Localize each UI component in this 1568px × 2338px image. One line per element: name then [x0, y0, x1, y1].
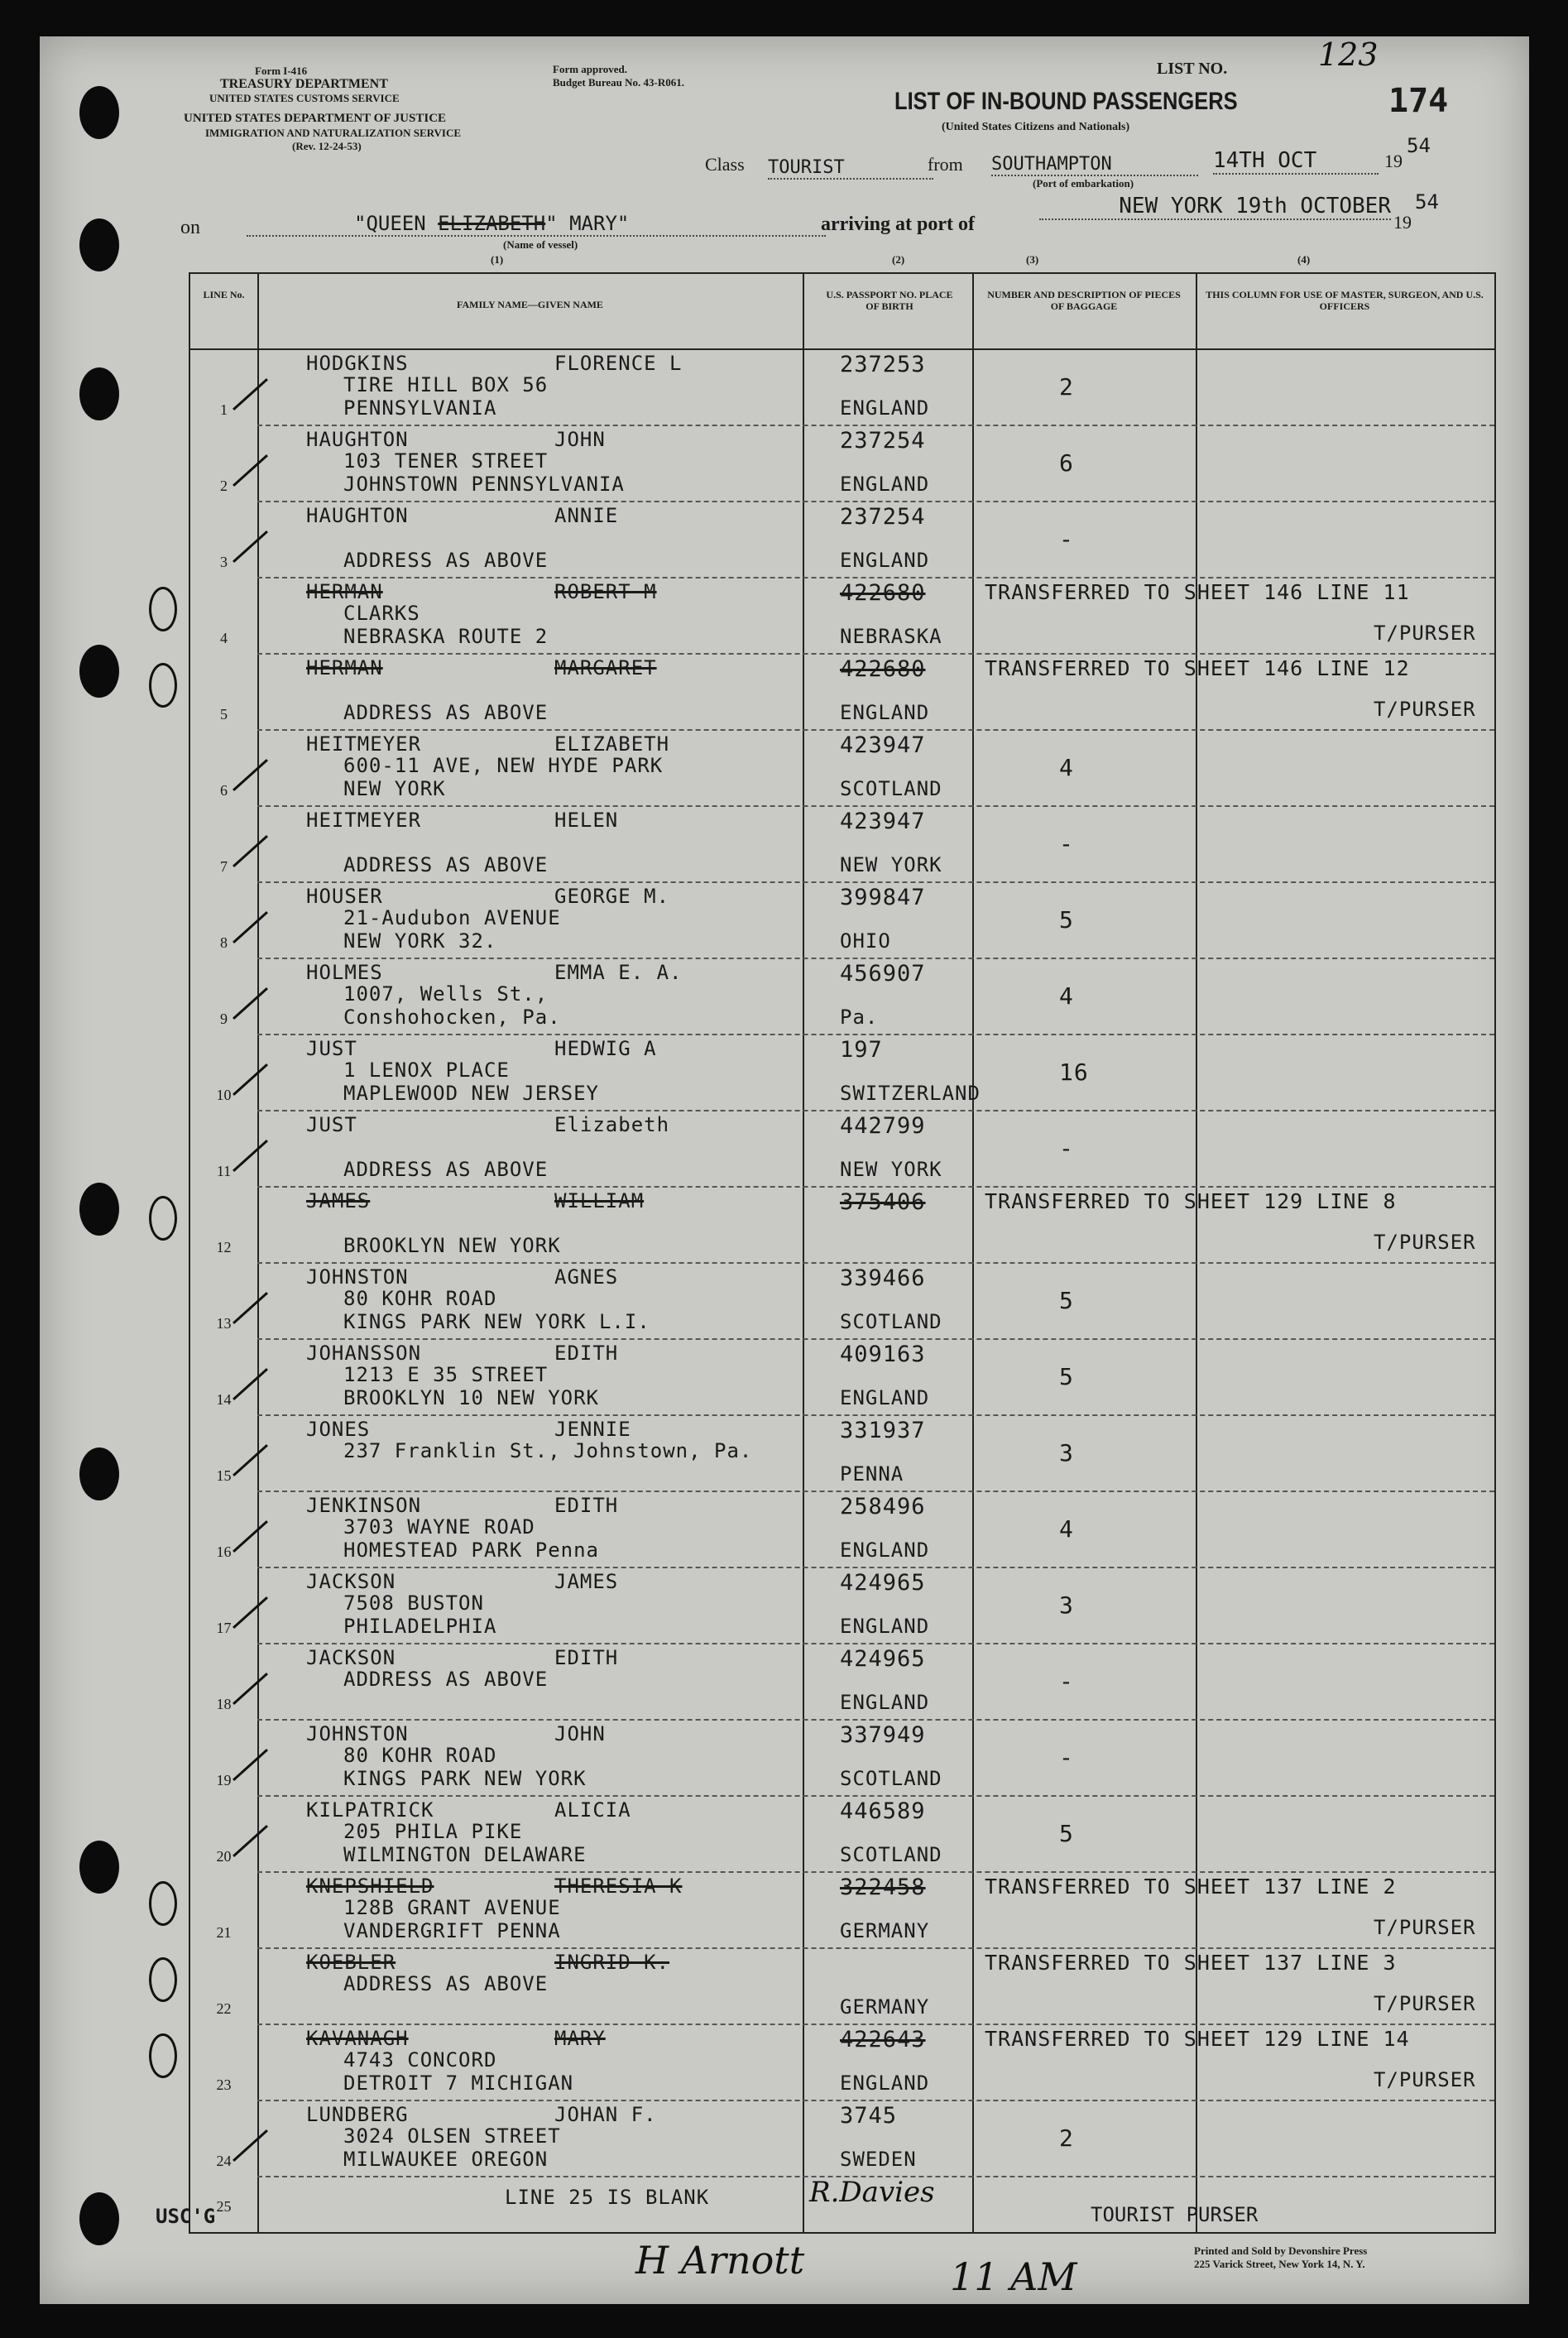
passport-number: 409163 [840, 1342, 926, 1367]
col-header-line: LINE No. [203, 289, 245, 300]
baggage-count: 3 [1059, 1591, 1074, 1619]
row-divider [257, 1110, 1494, 1111]
passport-number: 375406 [840, 1189, 926, 1215]
given-name: JOHN [554, 1722, 606, 1745]
place-of-birth: SWEDEN [840, 2148, 917, 2171]
family-name: JACKSON [306, 1646, 396, 1669]
place-of-birth: GERMANY [840, 1995, 930, 2019]
place-of-birth: SCOTLAND [840, 1767, 942, 1790]
address-line-2: KINGS PARK NEW YORK [343, 1767, 587, 1790]
passport-number: 197 [840, 1037, 883, 1063]
vessel-name [247, 212, 826, 237]
address-line-2: ADDRESS AS ABOVE [343, 701, 549, 724]
baggage-count: - [1059, 1135, 1074, 1162]
address-line-2: PHILADELPHIA [343, 1615, 497, 1638]
punch-hole [79, 367, 119, 420]
given-name: JENNIE [554, 1418, 631, 1441]
place-of-birth: ENGLAND [840, 2072, 930, 2095]
row-divider [257, 2024, 1494, 2025]
place-of-birth: NEW YORK [840, 1158, 942, 1181]
address-line-2: BROOKLYN 10 NEW YORK [343, 1386, 599, 1409]
immigration-service: IMMIGRATION AND NATURALIZATION SERVICE [205, 127, 462, 139]
list-title: LIST OF IN-BOUND PASSENGERS [894, 88, 1238, 115]
year-prefix: 19 [1384, 151, 1403, 171]
row-divider [257, 1262, 1494, 1264]
year-prefix: 19 [1393, 212, 1412, 233]
row-divider [257, 805, 1494, 807]
family-name: JENKINSON [306, 1494, 422, 1517]
address-line-1: 103 TENER STREET [343, 449, 549, 473]
vessel-name-part: "QUEEN [354, 212, 426, 235]
arrival-year: 54 [1415, 190, 1439, 214]
baggage-count: - [1059, 1744, 1074, 1771]
given-name: JOHAN F. [554, 2103, 657, 2126]
row-divider [257, 1643, 1494, 1644]
address-line-2: JOHNSTOWN PENNSYLVANIA [343, 473, 625, 496]
purser-initials: T/PURSER [1374, 2068, 1476, 2091]
family-name: JUST [306, 1113, 357, 1136]
address-line-2: MILWAUKEE OREGON [343, 2148, 549, 2171]
address-line-1: 80 KOHR ROAD [343, 1287, 497, 1310]
passport-number: 337949 [840, 1722, 926, 1748]
class-label: Class [705, 154, 745, 175]
given-name: JOHN [554, 428, 606, 451]
given-name: ELIZABETH [554, 732, 670, 756]
address-line-2: ADDRESS AS ABOVE [343, 1158, 549, 1181]
col-number-2: (2) [892, 253, 905, 266]
line-number: 9 [220, 1011, 228, 1027]
passport-number: 331937 [840, 1418, 926, 1443]
column-divider [1196, 274, 1197, 2232]
family-name: JOHNSTON [306, 1265, 409, 1289]
passport-number: 237253 [840, 352, 926, 377]
purser-initials: T/PURSER [1374, 698, 1476, 721]
address-line-2: WILMINGTON DELAWARE [343, 1843, 587, 1866]
given-name: WILLIAM [554, 1189, 645, 1212]
given-name: FLORENCE L [554, 352, 683, 375]
given-name: AGNES [554, 1265, 619, 1289]
line-number: 5 [220, 706, 228, 723]
address-line-1: 80 KOHR ROAD [343, 1744, 497, 1767]
place-of-birth: NEBRASKA [840, 625, 942, 648]
family-name: KAVANAGH [306, 2027, 409, 2050]
transfer-note: TRANSFERRED TO SHEET 129 LINE 14 [985, 2027, 1410, 2051]
row-divider [257, 577, 1494, 578]
tourist-purser-label: TOURIST PURSER [1091, 2203, 1259, 2226]
family-name: KNEPSHIELD [306, 1875, 434, 1898]
row-divider [257, 1795, 1494, 1797]
port-caption: (Port of embarkation) [1033, 177, 1134, 190]
transfer-note: TRANSFERRED TO SHEET 146 LINE 11 [985, 580, 1410, 604]
row-divider [257, 1034, 1494, 1035]
revision-date: (Rev. 12-24-53) [292, 140, 362, 152]
family-name: KILPATRICK [306, 1798, 434, 1822]
family-name: JUST [306, 1037, 357, 1060]
place-of-birth: ENGLAND [840, 1539, 930, 1562]
circle-mark [149, 1881, 177, 1926]
place-of-birth: ENGLAND [840, 549, 930, 572]
purser-initials: T/PURSER [1374, 622, 1476, 645]
col-header-officers: THIS COLUMN FOR USE OF MASTER, SURGEON, AND U.S. OFFICERS [1206, 289, 1484, 312]
given-name: EDITH [554, 1646, 619, 1669]
column-divider [803, 274, 804, 2232]
column-divider [972, 274, 974, 2232]
handwritten-initials: H Arnott [635, 2238, 805, 2283]
address-line-2: PENNSYLVANIA [343, 396, 497, 420]
uscg-stamp: USC'G [156, 2205, 216, 2228]
passport-number: 237254 [840, 504, 926, 530]
baggage-count: 2 [1059, 373, 1074, 401]
given-name: HELEN [554, 809, 619, 832]
place-of-birth: ENGLAND [840, 396, 930, 420]
passport-number: 322458 [840, 1875, 926, 1900]
customs-service: UNITED STATES CUSTOMS SERVICE [209, 92, 400, 104]
line-number: 10 [216, 1087, 232, 1103]
row-divider [257, 1491, 1494, 1492]
line-number: 12 [216, 1239, 232, 1255]
address-line-1: 205 PHILA PIKE [343, 1820, 523, 1843]
address-line-1: ADDRESS AS ABOVE [343, 1972, 549, 1995]
punch-hole [79, 2192, 119, 2245]
from-label: from [928, 154, 963, 175]
place-of-birth: ENGLAND [840, 1691, 930, 1714]
line-number: 8 [220, 934, 228, 951]
passport-number: 399847 [840, 885, 926, 910]
passport-number: 424965 [840, 1646, 926, 1672]
header-rule [190, 348, 1494, 350]
place-of-birth: ENGLAND [840, 473, 930, 496]
vessel-name-end: " MARY" [545, 212, 630, 235]
family-name: JOHNSTON [306, 1722, 409, 1745]
family-name: HEITMEYER [306, 809, 422, 832]
family-name: HODGKINS [306, 352, 409, 375]
passport-number: 424965 [840, 1570, 926, 1596]
address-line-1: 1213 E 35 STREET [343, 1363, 549, 1386]
passport-number: 3745 [840, 2103, 898, 2129]
place-of-birth: ENGLAND [840, 701, 930, 724]
family-name: KOEBLER [306, 1951, 396, 1974]
given-name: EDITH [554, 1494, 619, 1517]
address-line-1: 3703 WAYNE ROAD [343, 1515, 535, 1539]
line-number: 19 [216, 1772, 232, 1788]
given-name: HEDWIG A [554, 1037, 657, 1060]
col-number-1: (1) [491, 253, 504, 266]
printer-line-2: 225 Varick Street, New York 14, N. Y. [1194, 2258, 1365, 2270]
line-number: 25 [216, 2198, 232, 2215]
address-line-1: 1 LENOX PLACE [343, 1059, 510, 1082]
family-name: JOHANSSON [306, 1342, 422, 1365]
embark-year: 54 [1407, 134, 1431, 157]
circle-mark [149, 2033, 177, 2078]
line-number: 22 [216, 2000, 232, 2017]
line-number: 18 [216, 1696, 232, 1712]
punch-hole [79, 645, 119, 698]
form-approved: Form approved. [553, 63, 628, 75]
passport-number: 446589 [840, 1798, 926, 1824]
place-of-birth: ENGLAND [840, 1615, 930, 1638]
address-line-2: MAPLEWOOD NEW JERSEY [343, 1082, 599, 1105]
place-of-birth: SWITZERLAND [840, 1082, 981, 1105]
arriving-label: arriving at port of [821, 214, 975, 235]
line-number: 15 [216, 1467, 232, 1484]
line-number: 3 [220, 554, 228, 570]
given-name: ROBERT M [554, 580, 657, 603]
place-of-birth: OHIO [840, 929, 891, 953]
transfer-note: TRANSFERRED TO SHEET 137 LINE 3 [985, 1951, 1397, 1975]
baggage-count: 4 [1059, 982, 1074, 1010]
address-line-1: 21-Audubon AVENUE [343, 906, 561, 929]
family-name: JAMES [306, 1189, 371, 1212]
list-subtitle: (United States Citizens and Nationals) [942, 121, 1130, 133]
line-number: 16 [216, 1543, 232, 1560]
given-name: THERESIA K [554, 1875, 683, 1898]
row-divider [257, 1719, 1494, 1721]
address-line-1: 3024 OLSEN STREET [343, 2124, 561, 2148]
given-name: Elizabeth [554, 1113, 670, 1136]
row-divider [257, 1186, 1494, 1188]
passenger-table [189, 272, 1496, 2234]
passenger-list-sheet [40, 36, 1529, 2304]
on-label: on [180, 217, 200, 238]
embarkation-date: 14TH OCT [1213, 148, 1379, 175]
punch-hole [79, 218, 119, 271]
col-header-baggage: NUMBER AND DESCRIPTION OF PIECES OF BAGGAGE [987, 289, 1181, 312]
circle-mark [149, 1196, 177, 1241]
row-divider [257, 729, 1494, 731]
line-number: 21 [216, 1924, 232, 1941]
handwritten-time: 11 AM [950, 2254, 1077, 2299]
place-of-birth: GERMANY [840, 1919, 930, 1942]
family-name: LUNDBERG [306, 2103, 409, 2126]
port-of-embarkation: SOUTHAMPTON [991, 154, 1198, 176]
col-number-4: (4) [1297, 253, 1311, 266]
circle-mark [149, 663, 177, 708]
place-of-birth: Pa. [840, 1006, 879, 1029]
arrival-port-date: NEW YORK 19th OCTOBER [1039, 194, 1391, 220]
line-number: 6 [220, 782, 228, 799]
transfer-note: TRANSFERRED TO SHEET 129 LINE 8 [985, 1189, 1397, 1213]
circle-mark [149, 587, 177, 631]
purser-initials: T/PURSER [1374, 1231, 1476, 1254]
list-number: 174 [1388, 82, 1449, 120]
address-line-2: HOMESTEAD PARK Penna [343, 1539, 599, 1562]
baggage-count: 4 [1059, 1515, 1074, 1543]
line-number: 1 [220, 401, 228, 418]
address-line-1: 600-11 AVE, NEW HYDE PARK [343, 754, 664, 777]
line-number: 24 [216, 2153, 232, 2169]
address-line-2: NEW YORK 32. [343, 929, 497, 953]
passport-number: 423947 [840, 732, 926, 758]
baggage-count: 4 [1059, 754, 1074, 781]
given-name: EMMA E. A. [554, 961, 683, 984]
given-name: MARGARET [554, 656, 657, 679]
place-of-birth: SCOTLAND [840, 777, 942, 800]
form-number: Form I-416 [255, 65, 308, 77]
row-divider [257, 958, 1494, 959]
address-line-2: DETROIT 7 MICHIGAN [343, 2072, 574, 2095]
baggage-count: 5 [1059, 1287, 1074, 1314]
baggage-count: 5 [1059, 1363, 1074, 1390]
line-number: 2 [220, 478, 228, 494]
address-line-2: NEW YORK [343, 777, 446, 800]
row-divider [257, 1947, 1494, 1949]
given-name: JAMES [554, 1570, 619, 1593]
address-line-2: BROOKLYN NEW YORK [343, 1234, 561, 1257]
row-divider [257, 425, 1494, 426]
line-number: 20 [216, 1848, 232, 1865]
transfer-note: TRANSFERRED TO SHEET 137 LINE 2 [985, 1875, 1397, 1899]
place-of-birth: NEW YORK [840, 853, 942, 876]
line-number: 13 [216, 1315, 232, 1332]
vessel-caption: (Name of vessel) [503, 238, 578, 251]
baggage-count: 5 [1059, 906, 1074, 934]
address-line-1: ADDRESS AS ABOVE [343, 1668, 549, 1691]
passport-number: 422643 [840, 2027, 926, 2052]
col-header-passport: U.S. PASSPORT NO. PLACE OF BIRTH [826, 289, 953, 312]
row-divider [257, 881, 1494, 883]
family-name: HEITMEYER [306, 732, 422, 756]
row-divider [257, 1871, 1494, 1873]
transfer-note: TRANSFERRED TO SHEET 146 LINE 12 [985, 656, 1410, 680]
family-name: HOLMES [306, 961, 383, 984]
baggage-count: - [1059, 1668, 1074, 1695]
purser-initials: T/PURSER [1374, 1916, 1476, 1939]
passport-number: 423947 [840, 809, 926, 834]
purser-initials: T/PURSER [1374, 1992, 1476, 2015]
place-of-birth: SCOTLAND [840, 1310, 942, 1333]
punch-hole [79, 1183, 119, 1236]
family-name: HERMAN [306, 580, 383, 603]
given-name: ALICIA [554, 1798, 631, 1822]
place-of-birth: PENNA [840, 1462, 904, 1486]
vessel-name-struck: ELIZABETH [438, 212, 546, 235]
address-line-2: VANDERGRIFT PENNA [343, 1919, 561, 1942]
punch-hole [79, 1841, 119, 1894]
baggage-count: 2 [1059, 2124, 1074, 2152]
given-name: EDITH [554, 1342, 619, 1365]
address-line-2: Conshohocken, Pa. [343, 1006, 561, 1029]
row-divider [257, 1414, 1494, 1416]
family-name: JONES [306, 1418, 371, 1441]
address-line-2: ADDRESS AS ABOVE [343, 549, 549, 572]
printer-line-1: Printed and Sold by Devonshire Press [1194, 2244, 1368, 2257]
baggage-count: 6 [1059, 449, 1074, 477]
list-number-label: LIST NO. [1157, 60, 1228, 78]
baggage-count: - [1059, 830, 1074, 857]
given-name: MARY [554, 2027, 606, 2050]
passport-number: 442799 [840, 1113, 926, 1139]
line-number: 7 [220, 858, 228, 875]
given-name: INGRID K. [554, 1951, 670, 1974]
line-number: 4 [220, 630, 228, 646]
address-line-1: 237 Franklin St., Johnstown, Pa. [343, 1439, 753, 1462]
class-value: TOURIST [768, 157, 933, 180]
address-line-1: 4743 CONCORD [343, 2048, 497, 2072]
line-number: 11 [216, 1163, 232, 1179]
line-number: 17 [216, 1620, 232, 1636]
address-line-1: 128B GRANT AVENUE [343, 1896, 561, 1919]
passport-number: 422680 [840, 580, 926, 606]
row-divider [257, 501, 1494, 502]
passport-number: 456907 [840, 961, 926, 987]
baggage-count: 5 [1059, 1820, 1074, 1847]
budget-bureau: Budget Bureau No. 43-R061. [553, 76, 685, 89]
baggage-count: 16 [1059, 1059, 1089, 1086]
address-line-2: ADDRESS AS ABOVE [343, 853, 549, 876]
address-line-1: 7508 BUSTON [343, 1591, 484, 1615]
family-name: HAUGHTON [306, 428, 409, 451]
department-of-justice: UNITED STATES DEPARTMENT OF JUSTICE [184, 112, 447, 125]
passport-number: 339466 [840, 1265, 926, 1291]
place-of-birth: SCOTLAND [840, 1843, 942, 1866]
passport-number: 258496 [840, 1494, 926, 1519]
address-line-2: NEBRASKA ROUTE 2 [343, 625, 549, 648]
col-number-3: (3) [1026, 253, 1039, 266]
address-line-1: TIRE HILL BOX 56 [343, 373, 549, 396]
line-number: 23 [216, 2076, 232, 2093]
family-name: HOUSER [306, 885, 383, 908]
punch-hole [79, 86, 119, 139]
row-divider [257, 1567, 1494, 1568]
row-divider [257, 2100, 1494, 2101]
baggage-count: - [1059, 526, 1074, 553]
address-line-1: 1007, Wells St., [343, 982, 549, 1006]
place-of-birth: ENGLAND [840, 1386, 930, 1409]
given-name: GEORGE M. [554, 885, 670, 908]
passport-number: 422680 [840, 656, 926, 682]
list-number-handwritten: 123 [1318, 36, 1379, 73]
address-line-1: CLARKS [343, 602, 420, 625]
treasury-department: TREASURY DEPARTMENT [220, 77, 388, 91]
line-number: 14 [216, 1391, 232, 1408]
passport-number: 237254 [840, 428, 926, 454]
punch-hole [79, 1447, 119, 1500]
address-line-2: KINGS PARK NEW YORK L.I. [343, 1310, 650, 1333]
family-name: HERMAN [306, 656, 383, 679]
family-name: HAUGHTON [306, 504, 409, 527]
line-25-blank-note: LINE 25 IS BLANK [505, 2186, 710, 2209]
baggage-count: 3 [1059, 1439, 1074, 1467]
given-name: ANNIE [554, 504, 619, 527]
family-name: JACKSON [306, 1570, 396, 1593]
circle-mark [149, 1957, 177, 2002]
row-divider [257, 653, 1494, 655]
purser-signature: R.Davies [809, 2176, 935, 2209]
col-header-name: FAMILY NAME—GIVEN NAME [457, 299, 603, 310]
row-divider [257, 1338, 1494, 1340]
column-divider [257, 274, 259, 2232]
